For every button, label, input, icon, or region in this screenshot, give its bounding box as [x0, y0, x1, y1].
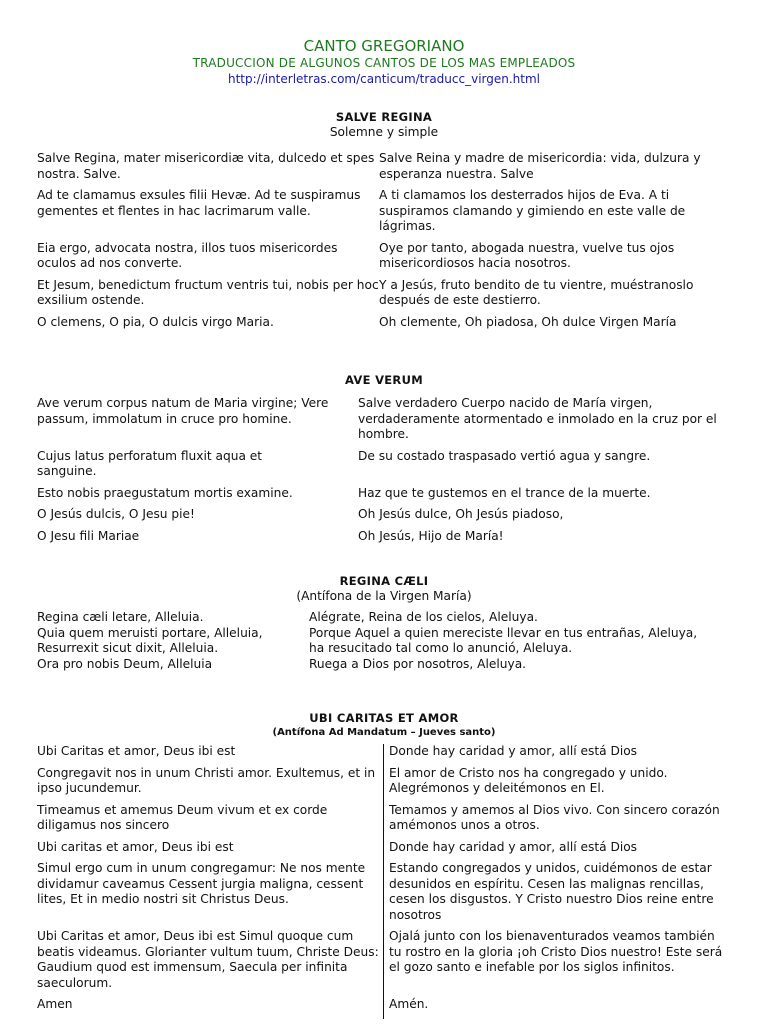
latin-verse: Simul ergo cum in unum congregamur: Ne nos mente dividamur caveamus Cessent jurgia maligna, cessent lites, Et in medio nostri sit Christus Deus.	[37, 861, 384, 929]
latin-verse: Congregavit nos in unum Christi amor. Exultemus, et in ipso jucundemur.	[37, 766, 384, 803]
table-row	[37, 241, 729, 278]
spanish-verse: Donde hay caridad y amor, allí está Dios	[389, 839, 638, 854]
section-subtitle-salve-regina: Solemne y simple	[329, 125, 439, 139]
latin-verse-text: Cujus latus perforatum fluxit aqua et sanguine.	[37, 448, 263, 478]
spanish-verse: Ruega a Dios por nosotros, Aleluya.	[309, 656, 527, 671]
latin-verse: Ubi Caritas et amor, Deus ibi est	[37, 744, 384, 766]
section-title-ubi-caritas: UBI CARITAS ET AMOR	[309, 711, 459, 725]
regina-caeli-table	[37, 610, 739, 672]
section-title-regina-caeli: REGINA CÆLI	[339, 574, 429, 588]
table-row	[37, 486, 730, 508]
latin-verse: Esto nobis praegustatum mortis examine.	[37, 485, 293, 500]
table-row	[37, 744, 729, 766]
latin-verse: Salve Regina, mater misericordiæ vita, dulcedo et spes nostra. Salve.	[37, 151, 375, 181]
latin-verse: Ubi Caritas et amor, Deus ibi est Simul quoque cum beatis videamus. Glorianter vultum tuum, Christe Deus: Gaudium quod est immensum, Saecula per infinita saeculorum.	[37, 929, 384, 997]
table-row	[37, 641, 739, 657]
spanish-verse: Temamos y amemos al Dios vivo. Con sincero corazón amémonos unos a otros.	[389, 802, 720, 832]
latin-verse: Resurrexit sicut dixit, Alleluia.	[37, 641, 219, 655]
latin-verse: Regina cæli letare, Alleluia.	[37, 610, 204, 624]
ubi-caritas-table	[37, 744, 729, 1019]
latin-verse: O Jesu fili Mariae	[37, 528, 140, 543]
table-row	[37, 396, 730, 449]
spanish-verse: Estando congregados y unidos, cuidémonos de estar desunidos en espíritu. Cesen las malignas rencillas, cesen los disgustos. Y Cristo nuestro Dios reine entre nosotros	[389, 861, 714, 922]
latin-verse: Ubi caritas et amor, Deus ibi est	[37, 840, 384, 862]
spanish-verse: Salve verdadero Cuerpo nacido de María virgen, verdaderamente atormentado e inmolado en la cruz por el hombre.	[358, 396, 717, 441]
spanish-verse: Ojalá junto con los bienaventurados veamos también tu rostro en la gloria ¡oh Cristo Dios nuestro! Este será el gozo santo e inefable por los siglos infinitos.	[389, 929, 723, 974]
latin-verse: Ave verum corpus natum de Maria virgine; Vere passum, immolatum in cruce pro homine.	[37, 396, 329, 426]
table-row	[37, 188, 729, 241]
page-title: CANTO GREGORIANO	[303, 37, 465, 55]
table-row	[37, 529, 730, 551]
spanish-verse: El amor de Cristo nos ha congregado y unido. Alegrémonos y deleitémonos en El.	[389, 765, 668, 795]
latin-verse	[37, 449, 358, 486]
table-row	[37, 657, 739, 673]
latin-verse: O Jesús dulcis, O Jesu pie!	[37, 507, 195, 521]
spanish-verse: Salve Reina y madre de misericordia: vida, dulzura y esperanza nuestra. Salve	[379, 151, 701, 181]
spanish-verse: Y a Jesús, fruto bendito de tu vientre, muéstranoslo después de este destierro.	[379, 277, 694, 307]
table-row	[37, 803, 729, 840]
latin-verse: Et Jesum, benedictum fructum ventris tui, nobis per hoc exsilium ostende.	[37, 277, 379, 307]
ave-verum-table	[37, 396, 730, 550]
spanish-verse: A ti clamamos los desterrados hijos de Eva. A ti suspiramos clamando y gimiendo en este valle de lágrimas.	[379, 188, 686, 233]
table-row	[37, 861, 729, 929]
spanish-verse: Oh Jesús, Hijo de María!	[358, 528, 504, 543]
page-subtitle: TRADUCCION DE ALGUNOS CANTOS DE LOS MAS EMPLEADOS	[192, 56, 576, 70]
salve-regina-table	[37, 151, 729, 336]
latin-verse: Ad te clamamus exsules filii Hevæ. Ad te suspiramus gementes et flentes in hac lacrimarum valle.	[37, 188, 361, 218]
latin-verse: O clemens, O pia, O dulcis virgo Maria.	[37, 314, 274, 329]
spanish-verse: Alégrate, Reina de los cielos, Aleluya.	[309, 610, 538, 624]
latin-verse: Quia quem meruisti portare, Alleluia,	[37, 625, 263, 640]
table-row	[37, 151, 729, 188]
spanish-verse: De su costado traspasado vertió agua y sangre.	[358, 448, 651, 463]
spanish-verse: Haz que te gustemos en el trance de la muerte.	[358, 485, 651, 500]
latin-verse: Ora pro nobis Deum, Alleluia	[37, 656, 213, 671]
table-row	[37, 449, 730, 486]
spanish-verse: ha resucitado tal como lo anunció, Aleluya.	[309, 641, 573, 655]
spanish-verse: Porque Aquel a quien mereciste llevar en tus entrañas, Aleluya,	[309, 625, 698, 640]
table-row	[37, 997, 729, 1019]
table-row	[37, 929, 729, 997]
table-row	[37, 507, 730, 529]
table-row	[37, 766, 729, 803]
spanish-verse: Oh clemente, Oh piadosa, Oh dulce Virgen María	[379, 314, 677, 329]
table-row	[37, 315, 729, 337]
source-link[interactable]: http://interletras.com/canticum/traducc_virgen.html	[227, 72, 541, 86]
section-title-salve-regina: SALVE REGINA	[335, 110, 433, 124]
section-title-ave-verum: AVE VERUM	[345, 373, 423, 387]
spanish-verse: Amén.	[389, 997, 429, 1011]
table-row	[37, 840, 729, 862]
latin-verse: Timeamus et amemus Deum vivum et ex corde diligamus nos sincero	[37, 803, 384, 840]
spanish-verse: Oh Jesús dulce, Oh Jesús piadoso,	[358, 507, 564, 521]
spanish-verse: Donde hay caridad y amor, allí está Dios	[389, 744, 638, 758]
table-row	[37, 626, 739, 642]
latin-verse: Amen	[37, 997, 384, 1019]
spanish-verse: Oye por tanto, abogada nuestra, vuelve tus ojos misericordiosos hacia nosotros.	[379, 240, 675, 270]
section-subtitle-ubi-caritas: (Antífona Ad Mandatum – Jueves santo)	[272, 727, 496, 738]
latin-verse: Eia ergo, advocata nostra, illos tuos misericordes oculos ad nos converte.	[37, 240, 338, 270]
table-row	[37, 610, 739, 626]
table-row	[37, 278, 729, 315]
section-subtitle-regina-caeli: (Antífona de la Virgen María)	[296, 589, 472, 603]
